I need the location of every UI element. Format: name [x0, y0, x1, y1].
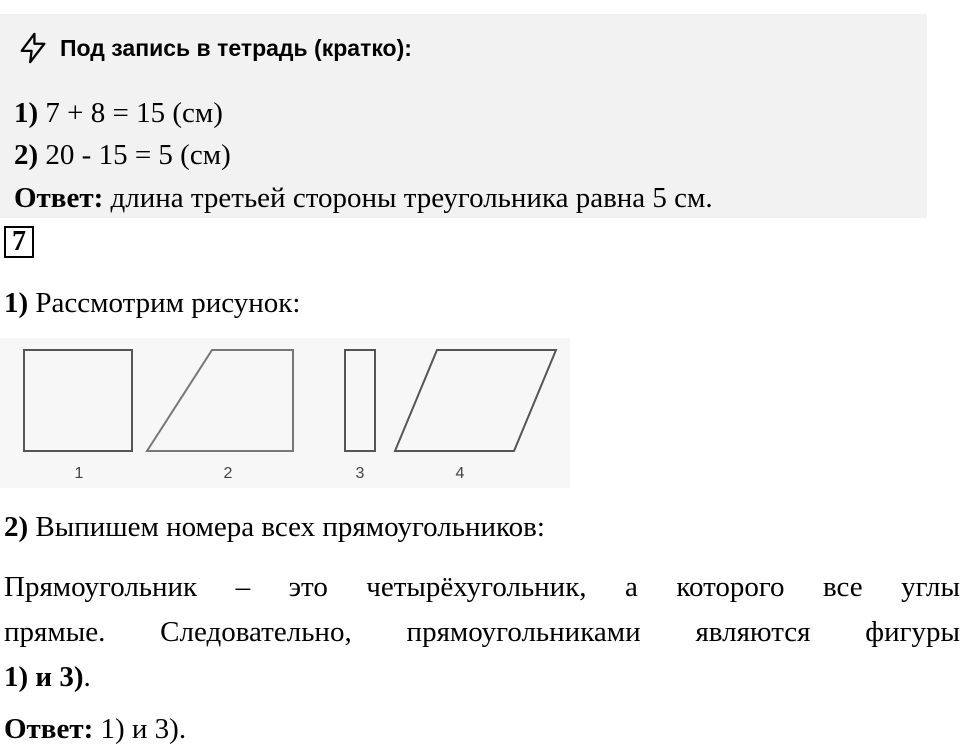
note-answer-text: длина третьей стороны треугольника равна 5 см. [103, 182, 713, 214]
lightning-icon [16, 31, 50, 65]
task-number: 7 [4, 226, 34, 258]
step-2-number: 2) [14, 139, 39, 171]
shape-4-label: 4 [455, 465, 465, 482]
final-answer [4, 712, 186, 746]
step-1 [14, 96, 223, 130]
shape-1-square [24, 350, 132, 451]
part-1-text: Рассмотрим рисунок: [28, 287, 301, 319]
explanation-line-2: прямые. Следовательно, прямоугольниками являются фигуры [4, 616, 960, 648]
explanation-bold: 1) и 3) [4, 661, 84, 693]
explanation-paragraph [4, 565, 960, 700]
step-1-number: 1) [14, 97, 39, 129]
final-answer-text: 1) и 3). [93, 713, 187, 745]
note-title: Под запись в тетрадь (кратко): [60, 34, 412, 61]
step-2-text: 20 - 15 = 5 (см) [38, 139, 231, 171]
shape-3-label: 3 [355, 465, 365, 482]
explanation-end: . [83, 661, 91, 693]
step-1-text: 7 + 8 = 15 (см) [38, 97, 223, 129]
note-box [0, 14, 927, 218]
part-1 [4, 286, 300, 320]
final-answer-label: Ответ: [4, 713, 94, 745]
shape-3-rectangle [345, 350, 375, 451]
shape-2-trapezoid [147, 350, 293, 451]
note-answer [14, 181, 713, 215]
note-header [16, 28, 412, 68]
part-2 [4, 510, 545, 544]
step-2 [14, 138, 231, 172]
shape-1-label: 1 [74, 465, 84, 482]
shape-4-parallelogram [395, 350, 556, 451]
shape-2-label: 2 [223, 465, 233, 482]
explanation-line-1: Прямоугольник – это четырёхугольник, а которого все углы [4, 571, 960, 603]
part-2-number: 2) [4, 511, 29, 543]
part-2-text: Выпишем номера всех прямоугольников: [28, 511, 545, 543]
shapes-drawing [0, 338, 570, 488]
part-1-number: 1) [4, 287, 29, 319]
note-answer-label: Ответ: [14, 182, 104, 214]
shapes-figure [0, 338, 570, 488]
explanation-line-3 [4, 655, 960, 700]
